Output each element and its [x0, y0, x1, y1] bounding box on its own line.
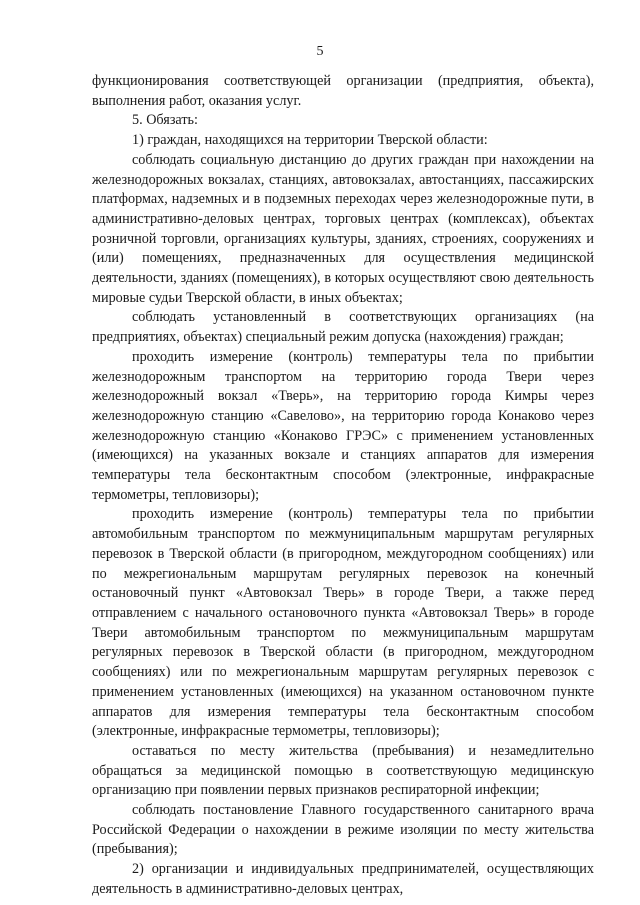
page-number: 5	[316, 44, 324, 59]
paragraph-railway-temperature: проходить измерение (контроль) температуры тела по прибытии железнодорожным транспортом на территорию города Твери через железнодорожный вокзал «Тверь», на территорию города Кимры через железнодорожную станцию «Савелово», на территорию города Конаково через железнодорожную станцию «Конаково ГРЭС» с применением установленных (имеющихся) на указанных вокзале и станциях аппаратов для измерения температуры тела бесконтактным способом (электронные, инфракрасные термометры, тепловизоры);	[92, 348, 594, 503]
paragraph-bus-temperature: проходить измерение (контроль) температуры тела по прибытии автомобильным транспортом по межмуниципальным маршрутам регулярных перевозок в Тверской области (в пригородном, междугородном сообщениях) или по межрегиональным маршрутам регулярных перевозок на конечный остановочный пункт «Автовокзал Тверь» в городе Твери, а также перед отправлением с начального остановочного пункта «Автовокзал Тверь» в городе Твери автомобильным транспортом по межмуниципальным маршрутам регулярных перевозок в Тверской области (в пригородном, междугородном сообщениях) или по межрегиональным маршрутам регулярных перевозок с применением установленных (имеющихся) на указанном остановочном пункте аппаратов для измерения температуры тела бесконтактным способом (электронные, инфракрасные термометры, тепловизоры);	[92, 506, 594, 740]
paragraph-subitem-2: 2) организации и индивидуальных предпринимателей, осуществляющих деятельность в административно-деловых центрах,	[92, 861, 594, 897]
paragraph-access-regime: соблюдать установленный в соответствующих организациях (на предприятиях, объектах) специальный режим допуска (нахождения) граждан;	[92, 309, 594, 346]
paragraph-stay-home: оставаться по месту жительства (пребывания) и незамедлительно обращаться за медицинской помощью в соответствующую медицинскую организацию при появлении первых признаков респираторной инфекции;	[92, 742, 594, 799]
paragraph-isolation: соблюдать постановление Главного государственного санитарного врача Российской Федерации о нахождении в режиме изоляции по месту жительства (пребывания);	[92, 802, 594, 858]
paragraph-subitem-1: 1) граждан, находящихся на территории Тверской области:	[132, 132, 488, 149]
paragraph-continuation: функционирования соответствующей организации (предприятия, объекта), выполнения работ, оказания услуг.	[92, 73, 594, 109]
document-body	[92, 72, 594, 900]
paragraph-social-distance: соблюдать социальную дистанцию до других граждан при нахождении на железнодорожных вокзалах, станциях, автовокзалах, автостанциях, пассажирских платформах, надземных и в подземных переходах через железнодорожные пути, в административно-деловых центрах, торговых центрах (комплексах), объектах розничной торговли, организациях культуры, зданиях, строениях, сооружениях и (или) помещениях, предназначенных для осуществления медицинской деятельности, зданиях (помещениях), в которых осуществляют свою деятельность мировые судьи Тверской области, в иных объектах;	[92, 151, 594, 306]
paragraph-item-5: 5. Обязать:	[132, 112, 198, 129]
